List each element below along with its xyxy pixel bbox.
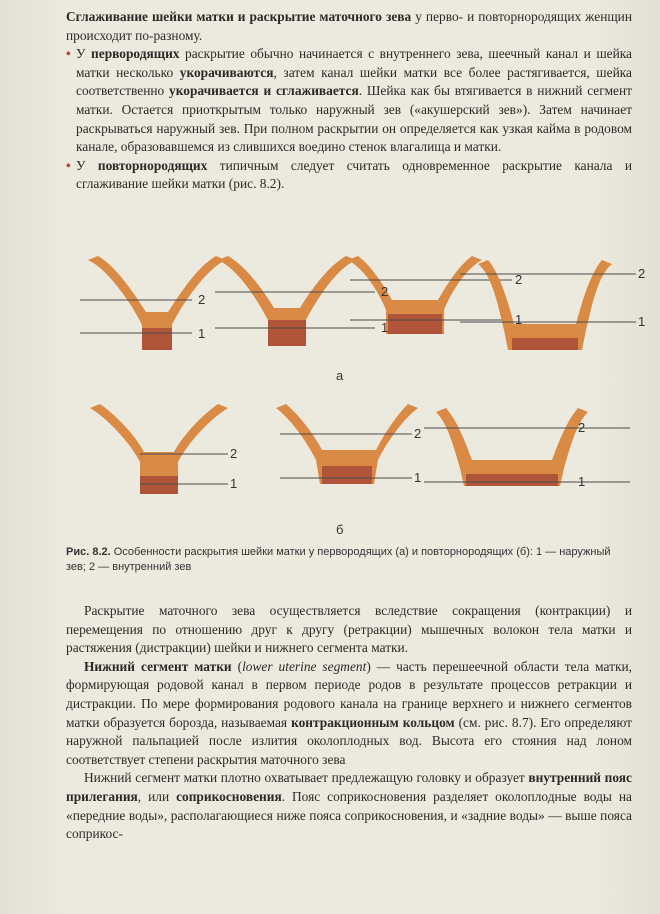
bold-term: повторнородящих: [97, 157, 208, 173]
diagram-b3: [424, 408, 630, 486]
bold-term: первородящих: [91, 46, 180, 62]
row-b: [90, 404, 630, 494]
text-span: (см. рис. 8.7). Его определяют наружной пальпацией после излития околоплодных вод. Высота его стояния над лоном соответствует степени раскрытия маточного зева: [66, 714, 633, 767]
paragraph-3: [66, 658, 632, 770]
caption-lead: Рис. 8.2.: [66, 546, 111, 558]
label-internal-os: 2: [638, 266, 646, 281]
figure-8-2: [60, 250, 646, 550]
figure-caption: [66, 545, 632, 575]
label-external-os: 1: [578, 474, 586, 489]
label-internal-os: 2: [230, 446, 238, 461]
bold-term: внутренний пояс прилегания: [66, 770, 632, 804]
bold-lead: Сглаживание шейки матки и раскрытие маточного зева: [66, 9, 412, 24]
bold-term: соприкосновения: [176, 788, 282, 804]
bullet-primiparous: [66, 45, 632, 157]
body-text: [66, 602, 632, 844]
diagram-b2: [276, 404, 418, 484]
label-external-os: 1: [198, 326, 206, 341]
bold-term: укорачиваются: [179, 64, 274, 80]
label-internal-os: 2: [414, 426, 422, 441]
text-span: У: [76, 157, 98, 173]
label-external-os: 1: [515, 312, 523, 327]
diagram-a4: [460, 260, 636, 350]
label-internal-os: 2: [578, 420, 586, 435]
label-external-os: 1: [414, 470, 422, 485]
bullet-multiparous: [66, 157, 632, 194]
cervix-diagrams: [60, 250, 640, 550]
text-span: , затем канал шейки матки все более растягивается, шейка соответственно: [76, 64, 632, 99]
italic-term: lower uterine segment: [242, 658, 367, 674]
diagram-a2: [215, 256, 375, 346]
paragraph-1: [66, 8, 632, 45]
row-b-label: б: [336, 522, 344, 537]
label-internal-os: 2: [515, 272, 523, 287]
diagram-b1: [90, 404, 228, 494]
label-internal-os: 2: [381, 284, 389, 299]
label-external-os: 1: [230, 476, 238, 491]
bold-term: укорачивается и сглаживается: [169, 83, 359, 99]
text-span: типичным следует считать одновременное раскрытие канала и сглаживание шейки матки (рис. 8.2).: [76, 157, 632, 192]
bold-term: контракционным кольцом: [291, 714, 455, 730]
text-span: у перво- и повторнородящих женщин происходит по-разному.: [66, 9, 633, 43]
paragraph-4: [66, 769, 632, 843]
intro-paragraph: [66, 8, 632, 194]
row-a-label: а: [336, 368, 344, 383]
text-span: Нижний сегмент матки плотно охватывает предлежащую головку и образует: [84, 770, 529, 786]
text-span: раскрытие обычно начинается с внутреннего зева, шеечный канал и шейка матки несколько: [76, 46, 632, 80]
label-internal-os: 2: [198, 292, 206, 307]
label-external-os: 1: [381, 320, 389, 335]
caption-text: Особенности раскрытия шейки матки у первородящих (а) и повторнородящих (б): 1 — наружный зев; 2 — внутренний зев: [66, 546, 611, 573]
text-span: , или: [137, 788, 177, 804]
text-span: У: [76, 46, 92, 62]
row-a: [80, 256, 636, 350]
label-external-os: 1: [638, 314, 646, 329]
paragraph-2: Раскрытие маточного зева осуществляется вследствие сокращения (контракции) и перемещения по отношению друг к другу (ретракции) мышечных волокон тела матки и растяжения (дистракции) шейки и нижнего сегмента матки.: [66, 603, 632, 656]
bold-term: Нижний сегмент матки: [84, 658, 232, 674]
text-span: . Шейка как бы втягивается в нижний сегмент матки. Остается приоткрытым только наружный зев («акушерский зев»). Затем начинает раскрываться наружный зев. При полном раскрытии он определяется как узкая кайма в родовом канале, образовавшемся из слившихся воедино стенок влагалища и матки.: [76, 83, 633, 155]
text-span: ) — часть перешеечной области тела матки, формирующая родовой канал в первом периоде родов в результате процессов ретракции и дистракции. По мере формирования родового канала на границе верхнего и нижнего сегментов матки образуется борозда, называемая: [66, 658, 632, 730]
text-span: . Пояс соприкосновения разделяет околоплодные воды на «передние воды», располагающиеся ниже пояса соприкосновения, и «задние воды» — выше пояса соприкос-: [66, 788, 632, 842]
text-span: (: [231, 658, 243, 674]
